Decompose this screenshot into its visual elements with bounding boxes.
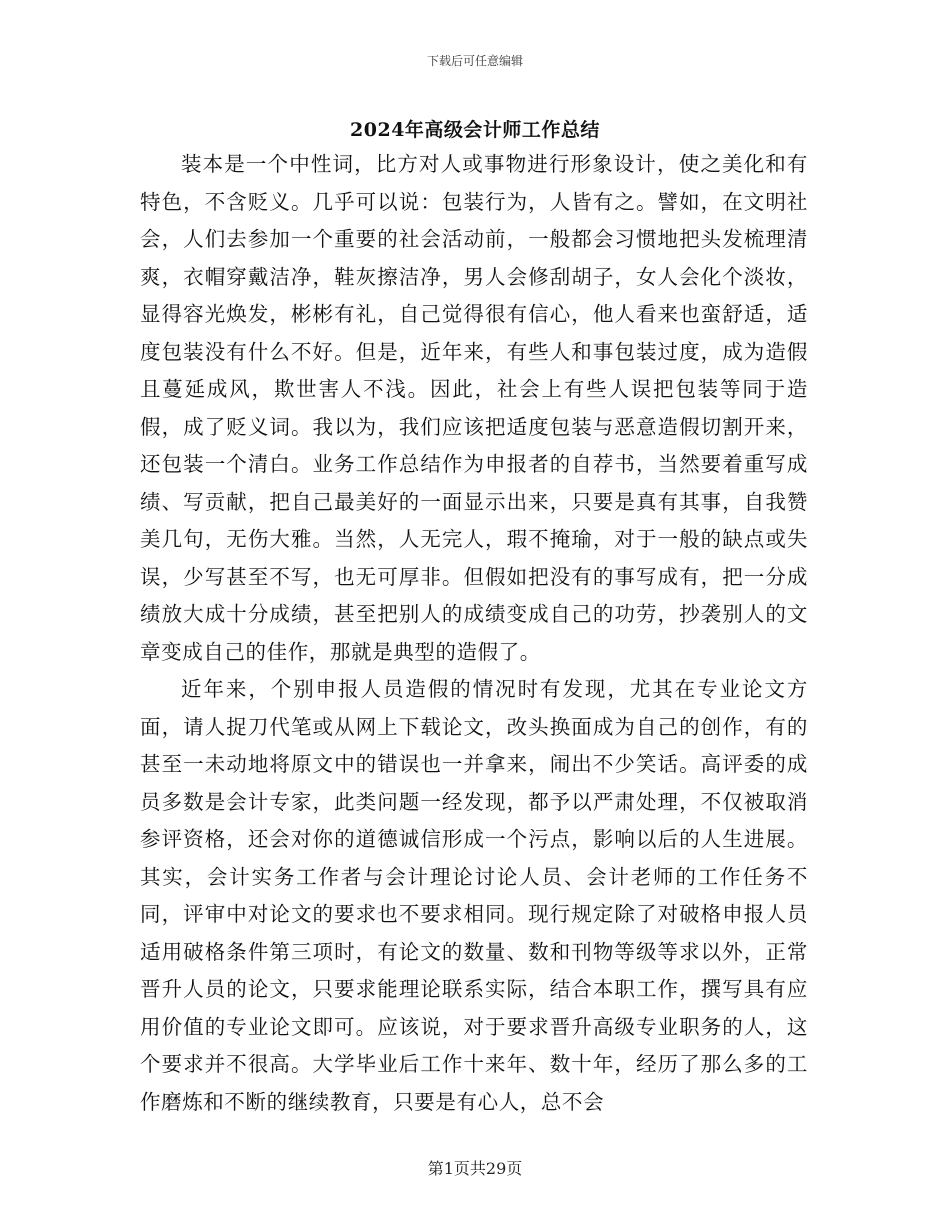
header-note: 下载后可任意编辑	[426, 54, 523, 68]
paragraph-2: 近年来，个别申报人员造假的情况时有发现，尤其在专业论文方面，请人捉刀代笔或从网上下载论文，改头换面成为自己的创作，有的甚至一未动地将原文中的错误也一并拿来，闹出不少笑话。高评委的成员多数是会计专家，此类问题一经发现，都予以严肃处理，不仅被取消参评资格，还会对你的道德诚信形成一个污点，影响以后的人生进展。其实，会计实务工作者与会计理论讨论人员、会计老师的工作任务不同，评审中对论文的要求也不要求相同。现行规定除了对破格申报人员适用破格条件第三项时，有论文的数量、数和刊物等级等求以外，正常晋升人员的论文，只要求能理论联系实际，结合本职工作，撰写具有应用价值的专业论文即可。应该说，对于要求晋升高级专业职务的人，这个要求并不很高。大学毕业后工作十来年、数十年，经历了那么多的工作磨炼和不断的继续教育，只要是有心人，总不会	[140, 677, 808, 1114]
document-body	[140, 146, 808, 1121]
document-title: 2024年高级会计师工作总结	[350, 119, 600, 141]
paragraph-1: 装本是一个中性词，比方对人或事物进行形象设计，使之美化和有特色，不含贬义。几乎可以说：包装行为，人皆有之。譬如，在文明社会，人们去参加一个重要的社会活动前，一般都会习惯地把头发梳理清爽，衣帽穿戴洁净，鞋灰擦洁净，男人会修刮胡子，女人会化个淡妆，显得容光焕发，彬彬有礼，自己觉得很有信心，他人看来也蛮舒适，适度包装没有什么不好。但是，近年来，有些人和事包装过度，成为造假且蔓延成风，欺世害人不浅。因此，社会上有些人误把包装等同于造假，成了贬义词。我以为，我们应该把适度包装与恶意造假切割开来，还包装一个清白。业务工作总结作为申报者的自荐书，当然要着重写成绩、写贡献，把自己最美好的一面显示出来，只要是真有其事，自我赞美几句，无伤大雅。当然，人无完人，瑕不掩瑜，对于一般的缺点或失误，少写甚至不写，也无可厚非。但假如把没有的事写成有，把一分成绩放大成十分成绩，甚至把别人的成绩变成自己的功劳，抄袭别人的文章变成自己的佳作，那就是典型的造假了。	[140, 152, 808, 664]
page-number: 第1页共29页	[427, 1159, 523, 1178]
